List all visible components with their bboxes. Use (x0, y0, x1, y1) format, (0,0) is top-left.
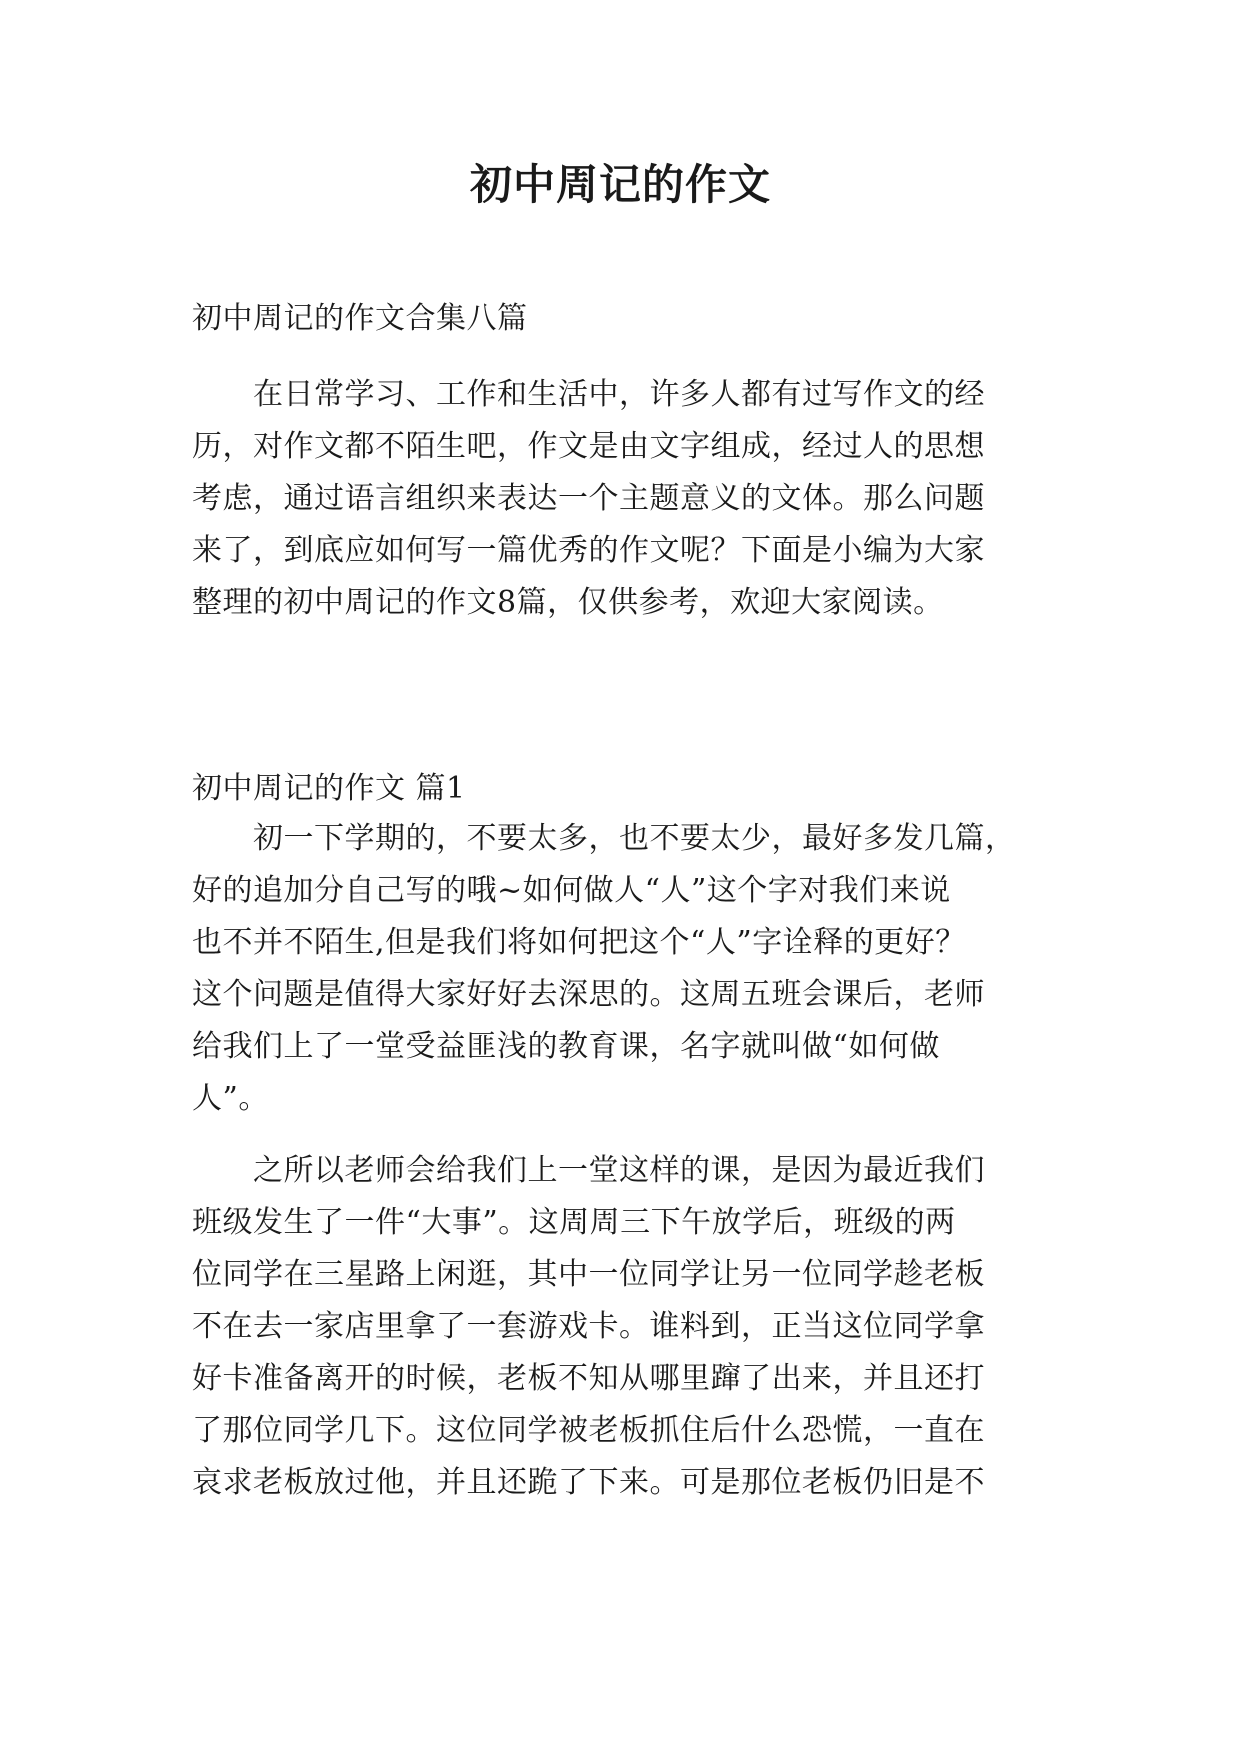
body-line: 位同学在三星路上闲逛，其中一位同学让另一位同学趁老板 (192, 1257, 985, 1292)
body-line: 不在去一家店里拿了一套游戏卡。谁料到，正当这位同学拿 (192, 1309, 985, 1344)
body-line: 班级发生了一件“大事”。这周周三下午放学后，班级的两 (192, 1205, 956, 1240)
document-subtitle: 初中周记的作文合集八篇 (192, 301, 528, 336)
body-line: 哀求老板放过他，并且还跪了下来。可是那位老板仍旧是不 (192, 1465, 985, 1500)
body-line: 也不并不陌生,但是我们将如何把这个“人”字诠释的更好？ (192, 925, 966, 960)
document-title: 初中周记的作文 (469, 160, 771, 209)
body-line: 好卡准备离开的时候，老板不知从哪里蹿了出来，并且还打 (192, 1361, 985, 1396)
intro-line: 整理的初中周记的作文8篇，仅供参考，欢迎大家阅读。 (192, 585, 944, 620)
body-line: 人”。 (192, 1081, 269, 1116)
body-line: 初一下学期的，不要太多，也不要太少，最好多发几篇， (192, 821, 1016, 856)
section-heading: 初中周记的作文 篇1 (192, 771, 466, 806)
intro-line: 来了，到底应如何写一篇优秀的作文呢？下面是小编为大家 (192, 533, 985, 568)
intro-line: 在日常学习、工作和生活中，许多人都有过写作文的经 (192, 377, 985, 412)
intro-line: 历，对作文都不陌生吧，作文是由文字组成，经过人的思想 (192, 429, 985, 464)
body-line: 给我们上了一堂受益匪浅的教育课，名字就叫做“如何做 (192, 1029, 940, 1064)
body-line: 这个问题是值得大家好好去深思的。这周五班会课后，老师 (192, 977, 985, 1012)
body-line: 好的追加分自己写的哦~如何做人“人”这个字对我们来说 (192, 873, 951, 908)
body-line: 之所以老师会给我们上一堂这样的课，是因为最近我们 (192, 1153, 985, 1188)
body-line: 了那位同学几下。这位同学被老板抓住后什么恐慌，一直在 (192, 1413, 985, 1448)
intro-line: 考虑，通过语言组织来表达一个主题意义的文体。那么问题 (192, 481, 985, 516)
